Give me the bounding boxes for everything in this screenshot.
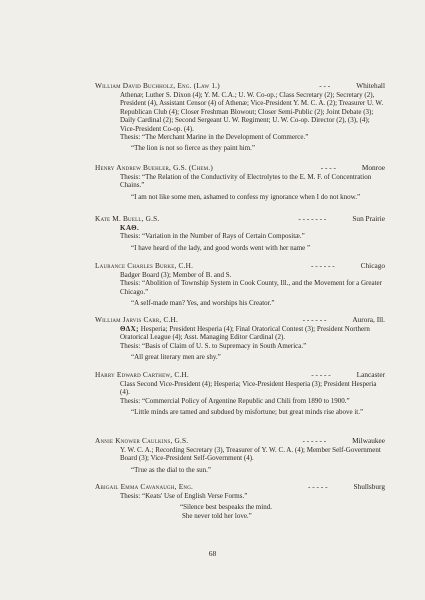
entry-body <box>120 380 385 417</box>
student-name: William David Buchholz, Eng. (Law 1.) <box>95 81 220 90</box>
thesis: Thesis: “Keats' Use of English Verse Forms.” <box>120 492 248 500</box>
entry-header <box>95 214 385 223</box>
entry-header <box>95 261 385 270</box>
entry-buell <box>95 214 385 252</box>
leader-dashes: - - - - - <box>311 370 331 379</box>
quote: “I am not like some men, ashamed to confess my ignorance when I do not know.” <box>131 192 361 201</box>
entry-body <box>120 492 385 500</box>
fraternity-letters: ΚΑΘ. <box>120 224 140 232</box>
leader-dashes: - - - - - - - <box>298 214 327 223</box>
entry-header <box>95 482 385 491</box>
entry-carr <box>95 315 385 362</box>
entry-cavanaugh <box>95 482 385 520</box>
hometown: Aurora, Ill. <box>352 315 385 324</box>
leader-dashes: - - - - - - <box>302 436 327 445</box>
activities: Class Second Vice-President (4); Hesperia; Vice-President Hesperia (3); President Hesperia (4). <box>120 380 377 397</box>
quote: “Little minds are tamed and subdued by misfortune; but great minds rise above it.” <box>131 408 364 417</box>
hometown: Monroe <box>361 163 385 172</box>
leader-dashes: - - - - - <box>308 482 328 491</box>
thesis: Thesis: “Variation in the Number of Rays of Certain Compositæ.” <box>120 232 305 241</box>
leader-dashes: - - - <box>319 81 331 90</box>
entry-burke <box>95 261 385 308</box>
student-name: Annie Knower Caulkins, G.S. <box>95 436 189 445</box>
hometown: Lancaster <box>356 370 385 379</box>
student-name: Abigail Emma Cavanaugh, Eng. <box>95 482 194 491</box>
hometown: Sun Prairie <box>352 214 385 223</box>
activities-text: Hesperia; President Hesperia (4); Final Oratorical Contest (3); President Northern Oratorical League (4); Asst. Managing Editor Cardinal (2). <box>120 325 370 342</box>
entry-header <box>95 436 385 445</box>
poem-line: She never told her love.” <box>182 511 252 520</box>
student-name: William Jarvis Carr, C.H. <box>95 315 179 324</box>
activities: Athenæ; Luther S. Dixon (4); Y. M. C.A.; U. W. Co-op.; Class Secretary (2); Secretary (2), President (4), Assistant Censor (4) of Athenæ; Vice-President Y. M. C. A. (2); Treasurer U. W. Republican Club (4); Closer Freshman Blowout; Closer Semi-Public (2); Joint Debate (3); Daily Cardinal (2); Second Sergeant U. W. Regiment; U. W. Co-op. Director (2), (3), (4); Vice-President Co-op. (4). <box>120 91 384 133</box>
hometown: Shullsburg <box>353 482 385 491</box>
entry-caulkins <box>95 436 385 474</box>
activities <box>120 325 385 342</box>
poem-quote <box>180 503 385 520</box>
entry-body <box>120 224 385 252</box>
entry-buchholz <box>95 81 385 153</box>
activities: Badger Board (3); Member of B. and S. <box>120 271 232 279</box>
thesis: Thesis: “The Relation of the Conductivity of Electrolytes to the E. M. F. of Concentration Chains.” <box>120 173 372 190</box>
entry-body <box>120 446 385 474</box>
entry-header <box>95 81 385 90</box>
hometown: Milwaukee <box>352 436 385 445</box>
entry-body <box>120 173 385 201</box>
thesis: Thesis: “Abolition of Township System in Cook County, Ill., and the Movement for a Greater Chicago.” <box>120 279 382 296</box>
entry-header <box>95 370 385 379</box>
entry-header <box>95 315 385 324</box>
entry-body <box>120 91 385 153</box>
quote: “True as the dial to the sun.” <box>131 465 212 474</box>
student-name: Henry Andrew Buehler, G.S. (Chem.) <box>95 163 213 172</box>
thesis: Thesis: “Basis of Claim of U. S. to Supremacy in South America.” <box>120 341 307 350</box>
thesis: Thesis: “Commercial Policy of Argentine Republic and Chili from 1890 to 1900.” <box>120 396 350 405</box>
student-name: Harry Edward Carthew, C.H. <box>95 370 189 379</box>
fraternity-letters: ΘΔΧ; <box>120 325 139 333</box>
hometown: Whitehall <box>356 81 385 90</box>
entry-body <box>120 271 385 308</box>
poem-line: “Silence best bespeaks the mind. <box>180 503 272 512</box>
activities: Y. W. C. A.; Recording Secretary (3), Treasurer of Y. W. C. A. (4); Member Self-Government Board (3); Vice-President Self-Government (4). <box>120 446 381 463</box>
student-name: Kate M. Buell, G.S. <box>95 214 160 223</box>
quote: “The lion is not so fierce as they paint him.” <box>131 144 256 153</box>
hometown: Chicago <box>360 261 385 270</box>
quote: “All great literary men are shy.” <box>131 353 221 362</box>
leader-dashes: - - - - - - <box>302 315 327 324</box>
quote: “I have heard of the lady, and good words went with her name ” <box>131 243 311 252</box>
entry-header <box>95 163 385 172</box>
leader-dashes: - - - - <box>320 163 336 172</box>
entry-body <box>120 325 385 362</box>
entry-carthew <box>95 370 385 417</box>
entry-buehler <box>95 163 385 201</box>
page-number: 68 <box>208 549 217 558</box>
student-name: Laurance Charles Burke, C.H. <box>95 261 194 270</box>
leader-dashes: - - - - - - <box>310 261 335 270</box>
quote: “A self-made man? Yes, and worships his Creator.” <box>131 299 275 308</box>
thesis: Thesis: “The Merchant Marine in the Development of Commerce.” <box>120 133 309 142</box>
